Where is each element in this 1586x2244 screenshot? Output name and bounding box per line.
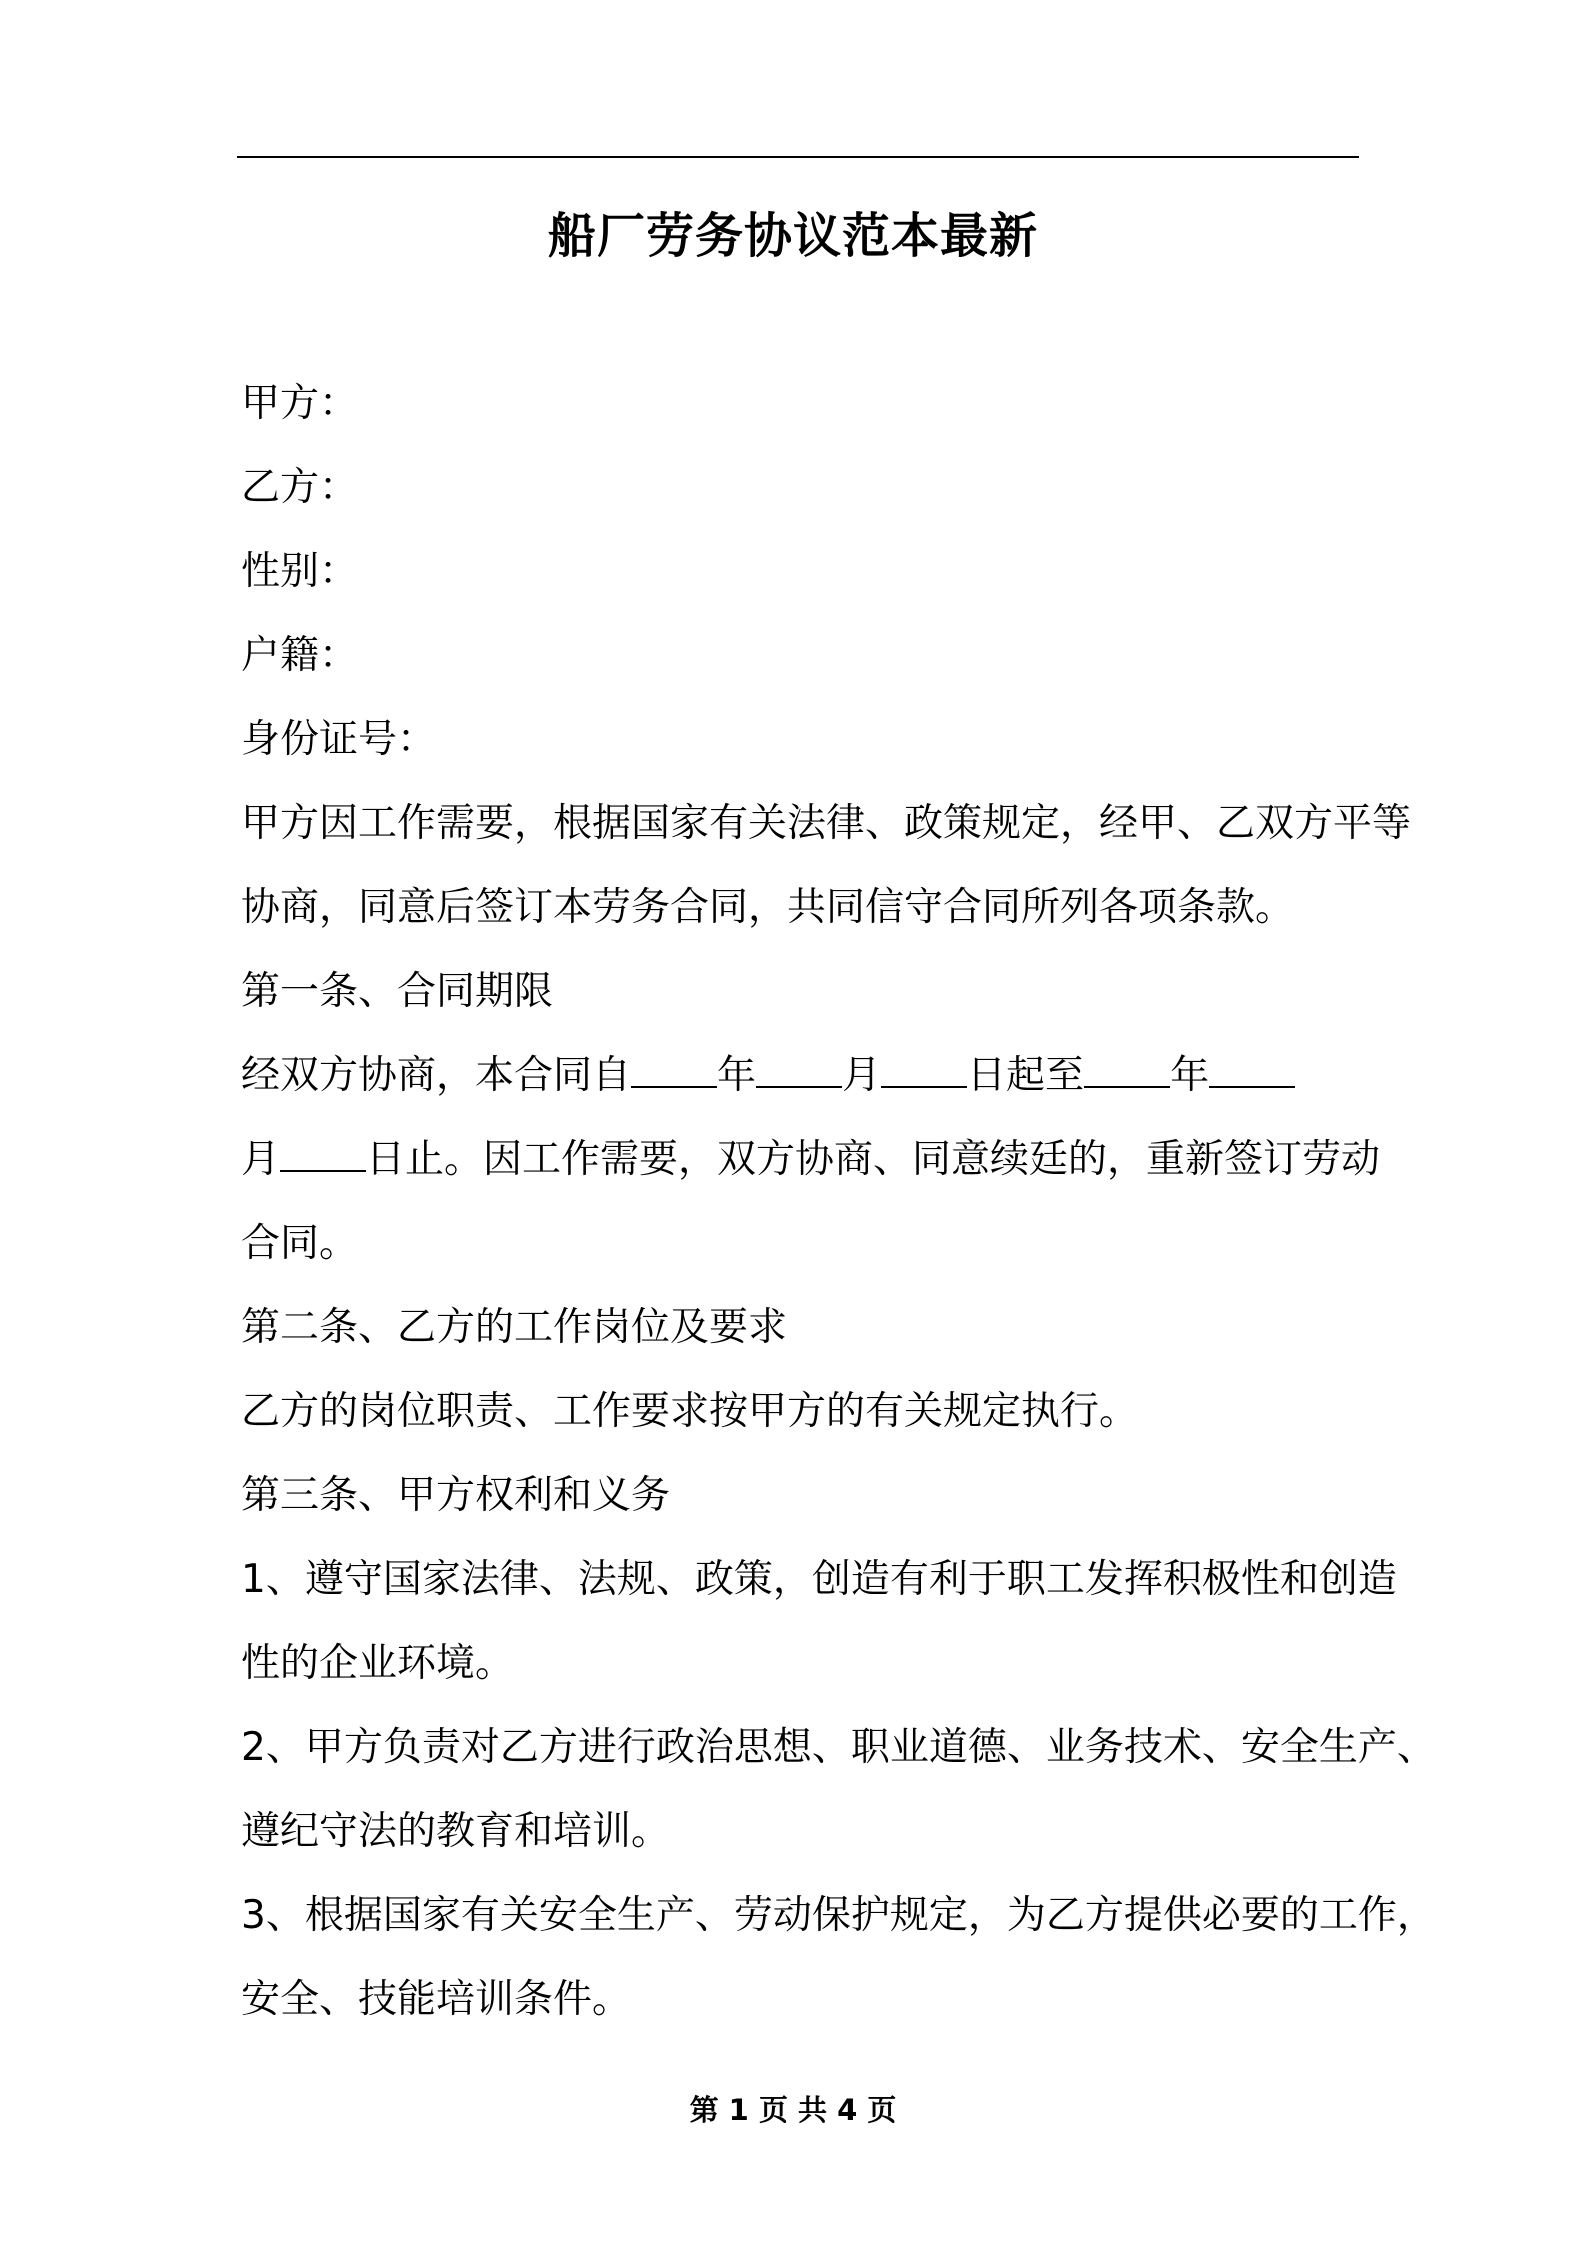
field-party-b: 乙方： (241, 465, 359, 510)
blank-start-month (756, 1056, 842, 1088)
article-3-item-3-line-2: 安全、技能培训条件。 (241, 1977, 632, 2022)
blank-end-day (280, 1140, 366, 1172)
blank-start-day (881, 1056, 967, 1088)
document-body (241, 362, 1436, 2042)
blank-end-year (1084, 1056, 1170, 1088)
intro-line-1: 甲方因工作需要，根据国家有关法律、政策规定，经甲、乙双方平等 (241, 801, 1412, 846)
article-2-heading: 第二条、乙方的工作岗位及要求 (241, 1305, 788, 1350)
document-title: 船厂劳务协议范本最新 (547, 208, 1038, 264)
article-1-line-2-tail: 日止。因工作需要，双方协商、同意续廷的，重新签订劳动 (366, 1137, 1381, 1182)
article-1-line-1 (241, 1034, 1365, 1118)
field-gender: 性别： (241, 549, 359, 594)
article-1-heading: 第一条、合同期限 (241, 969, 554, 1014)
article-1-line-2 (241, 1118, 1381, 1202)
article-2-body: 乙方的岗位职责、工作要求按甲方的有关规定执行。 (241, 1389, 1139, 1434)
label-month-end: 月 (241, 1137, 281, 1182)
field-id-number: 身份证号： (241, 717, 437, 762)
page-number: 第 1 页 共 4 页 (689, 2093, 897, 2127)
blank-start-year (631, 1056, 717, 1088)
article-3-heading: 第三条、甲方权利和义务 (241, 1473, 671, 1518)
article-3-item-1-line-2: 性的企业环境。 (241, 1641, 515, 1686)
label-day-from: 日起至 (967, 1053, 1085, 1098)
article-1-line-3: 合同。 (241, 1221, 359, 1266)
article-3-item-2-line-2: 遵纪守法的教育和培训。 (241, 1809, 671, 1854)
label-month: 月 (842, 1053, 882, 1098)
article-3-item-2-line-1: 2、甲方负责对乙方进行政治思想、职业道德、业务技术、安全生产、 (241, 1725, 1436, 1770)
blank-end-month-part (1209, 1056, 1295, 1088)
article-1-prefix: 经双方协商，本合同自 (241, 1053, 632, 1098)
field-household: 户籍： (241, 633, 359, 678)
label-year: 年 (717, 1053, 757, 1098)
label-year-end: 年 (1170, 1053, 1210, 1098)
field-party-a: 甲方： (241, 381, 359, 426)
article-3-item-3-line-1: 3、根据国家有关安全生产、劳动保护规定，为乙方提供必要的工作， (241, 1893, 1436, 1938)
intro-line-2: 协商，同意后签订本劳务合同，共同信守合同所列各项条款。 (241, 885, 1295, 930)
article-3-item-1-line-1: 1、遵守国家法律、法规、政策，创造有利于职工发挥积极性和创造 (241, 1557, 1397, 1602)
header-divider (237, 156, 1359, 158)
